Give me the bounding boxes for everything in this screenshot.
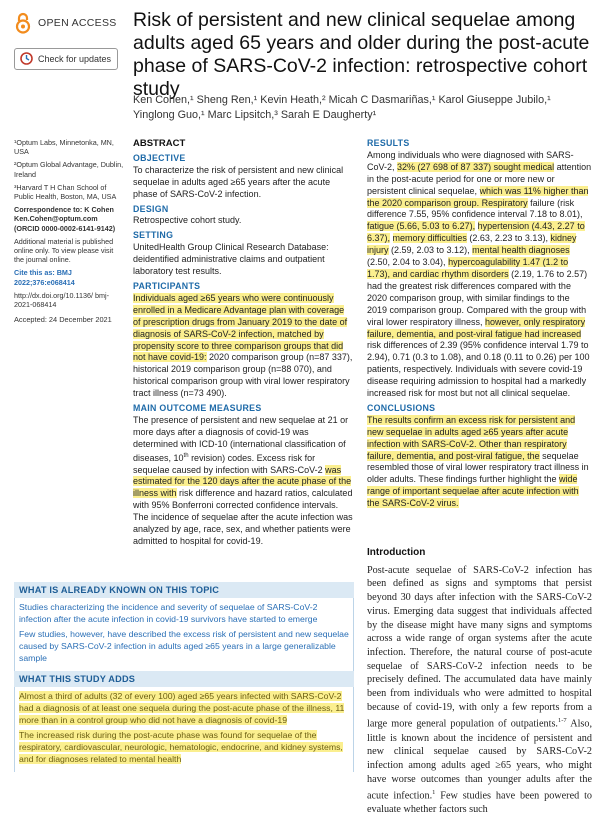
intro-part-1: Post-acute sequelae of SARS-CoV-2 infection has been defined as signs and symptoms that persist beyond 30 days after infection with the SARS-CoV-2 virus. Emerging data suggest that individuals affected by the disease might have many signs and symptoms across a wide range of organ systems after the acute infection. Therefore, the natural course of post-acute sequelae of SARS-CoV-2 infection needs to be precisely defined. The accumulated data have mainly been from individuals who were admitted to hospital because of covid-19, with only a few reports from a large more general population of outpatients. [367,564,592,730]
known-item-1: Studies characterizing the incidence and severity of sequelae of SARS-CoV-2 infection after the acute infection in covid-19 survivors have started to emerge [19,602,318,624]
results-part-2: attention in the post-acute period for one or more new or persistent clinical sequelae, [367,161,592,196]
results-part-3d: (2.50, 2.04 to 3.04), [367,257,449,268]
intro-ref-1: 1-7 [557,717,567,725]
conclusions-highlight-2: wide range of important sequelae after acute infection with the SARS-CoV-2 virus. [367,474,579,509]
intro-part-2: Also, little is known about the incidence of persistent and new clinical sequelae caused by SARS-CoV-2 infection among adults aged ≥65 years, who might have worse outcomes than younger adults after the acute infection. [367,718,593,802]
outcome-text [133,415,353,548]
adds-heading: WHAT THIS STUDY ADDS [14,671,354,687]
open-access-label: OPEN ACCESS [38,17,117,29]
affiliation-1: ¹Optum Labs, Minnetonka, MN, USA [14,138,114,157]
adds-item-2-text: The increased risk during the post-acute phase was found for sequelae of the respiratory, cardiovascular, neurologic, hematologic, endocrine, and kidney systems, and for diagnoses related to mental health [19,730,343,764]
results-hypertension-ci: (4.43, 2.27 to 6.37), [367,221,585,244]
results-kidney: kidney injury [367,233,577,256]
conclusions-heading: CONCLUSIONS [367,402,436,413]
setting-text: UnitedHealth Group Clinical Research Database: deidentified administrative claims and outpatient laboratory test results. [133,242,329,277]
conclusions-mid: sequelae resembled those of viral lower respiratory tract illness in older adults. These findings further highlight the [367,450,589,485]
results-part-3b: (2.63, 2.23 to 3.13), [466,233,551,244]
results-heading: RESULTS [367,138,410,148]
results-fatigue: fatigue [367,221,395,232]
outcome-part-2: revision) codes. Excess risk for sequelae caused by infection with SARS-CoV-2 [133,452,326,475]
adds-item-1-text: Almost a third of adults (32 of every 100) aged ≥65 years infected with SARS-CoV-2 had a diagnosis of at least one sequela during the post-acute phase of the illness, 11 more than in a control group who did not have a diagnosis of covid-19 [19,691,345,725]
abstract-column [133,138,353,550]
objective-heading: OBJECTIVE [133,152,186,163]
introduction-heading: Introduction [367,547,426,558]
doi-link[interactable]: http://dx.doi.org/10.1136/ bmj-2021-068414 [14,290,109,310]
known-heading: WHAT IS ALREADY KNOWN ON THIS TOPIC [14,582,354,598]
adds-item-2 [19,729,349,765]
open-access-lock-icon [14,12,32,34]
additional-material: Additional material is published online only. To view please visit the journal online. [14,236,114,265]
design-text: Retrospective cohort study. [133,215,242,226]
participants-rest: 2020 comparison group (n=87 337), historical 2019 comparison group (n=88 070), and historical comparison group with viral lower respiratory tract illness (n=73 490). [133,352,353,399]
results-mental-health: mental health diagnoses [472,245,570,256]
accepted-date: Accepted: 24 December 2021 [14,315,112,325]
open-access-badge [14,12,117,34]
introduction-section [367,546,592,817]
participants-text [133,293,353,400]
affiliation-3: ³Harvard T H Chan School of Public Health, Boston, MA, USA [14,182,117,202]
author-list: Ken Cohen,¹ Sheng Ren,¹ Kevin Heath,² Micah C Dasmariñas,¹ Karol Giuseppe Jubilo,¹ Yinglong Guo,¹ Marc Lipsitch,³ Sarah E Daugherty¹ [133,94,551,121]
check-for-updates-button[interactable] [14,48,118,70]
results-highlight-1: 32% (27 698 of 87 337) sought medical [397,161,555,172]
results-column [367,138,592,513]
results-highlight-4: however, only respiratory failure, dementia, and post-viral fatigue had increased [367,316,586,339]
known-body [14,598,354,671]
adds-item-1 [19,690,349,726]
results-text [367,150,592,400]
objective-text: To characterize the risk of persistent and new clinical sequelae in adults aged ≥65 years after the acute phase of SARS-CoV-2 infection. [133,164,344,199]
outcome-part-3: risk difference and hazard ratios, calculated with 95% Bonferroni corrected confidence intervals. The incidence of sequelae after the acute infection was analyzed by age, race, sex, and whether patients were admitted to hospital for covid-19. [133,488,353,546]
results-part-5: risk differences of 2.39 (95% confidence interval 1.79 to 2.94), 0.71 (0.3 to 1.08), and 0.18 (0.11 to 0.26) per 100 patients, respectively. Individuals with severe covid-19 disease requiring admission to hospital had a markedly increased risk for most but not all clinical sequelae. [367,340,590,399]
affiliations-column [14,138,124,328]
design-heading: DESIGN [133,203,169,214]
refresh-icon [20,52,33,67]
results-hypercoagulability: hypercoagulability 1.47 (1.2 to 1.73), and cardiac rhythm disorders [367,257,569,279]
known-item-2: Few studies, however, have described the excess risk of persistent and new sequelae caused by SARS-CoV-2 infection in adults aged ≥65 years in a large generalizable sample [19,629,349,663]
abstract-heading: ABSTRACT [133,138,186,149]
outcome-part-1: The presence of persistent and new sequelae at 21 or more days after a diagnosis of covid-19 was determined with ICD-10 (international classification of diseases, 10 [133,414,349,463]
results-highlight-2: which was 11% higher than the 2020 comparison group. Respiratory [367,185,589,208]
results-part-1: Among individuals who were diagnosed with SARS-CoV-2, [367,149,574,172]
check-for-updates-label: Check for updates [38,54,112,64]
results-hypertension: hypertension [477,221,530,232]
setting-heading: SETTING [133,230,174,241]
results-part-3: failure (risk difference 7.55, 95% confidence interval 7.18 to 8.01), [367,197,583,220]
outcome-sup: th [183,452,189,459]
intro-ref-2: 1 [432,789,436,797]
affiliation-2: ²Optum Global Advantage, Dublin, Ireland [14,160,124,179]
conclusions-highlight-1: The results confirm an excess risk for persistent and new sequelae in adults aged ≥65 years after acute infection with SARS-CoV-2. Other than respiratory failure, dementia, and post-viral fatigue, the [367,414,576,461]
participants-heading: PARTICIPANTS [133,280,201,291]
results-part-4: (2.19, 1.76 to 2.57) had the greatest risk differences compared with the 2020 comparison group, with similar findings to the 2019 comparison group. Compared with the group with viral lower respiratory illness, [367,268,588,327]
results-part-3c: (2.59, 2.03 to 3.12), [388,245,473,256]
results-memory: memory difficulties [392,233,467,244]
outcome-highlight: was estimated for the 120 days after the acute phase of the illness with [133,464,352,499]
introduction-text [367,564,592,817]
adds-body [14,687,354,772]
article-title: Risk of persistent and new clinical sequelae among adults aged 65 years and older during the post-acute phase of SARS-CoV-2 infection: retrospective cohort study [133,9,590,100]
participants-highlight: Individuals aged ≥65 years who were continuously enrolled in a Medicare Advantage plan with coverage of prescription drugs from January 2019 to the date of diagnosis of SARS-CoV-2 infection, matched by propensity score to three comparison groups that did not have covid-19: [133,292,348,363]
cite-as: Cite this as: BMJ 2022;376:e068414 [14,268,75,287]
correspondence: Correspondence to: K Cohen Ken.Cohen@optum.com (ORCID 0000-0002-6141-9142) [14,205,116,233]
conclusions-text [367,415,592,510]
outcome-heading: MAIN OUTCOME MEASURES [133,403,262,414]
summary-box [14,582,354,777]
results-fatigue-ci: (5.66, 5.03 to 6.27), [394,221,476,232]
intro-part-3: Few studies have been powered to evaluate whether factors such [367,790,592,816]
